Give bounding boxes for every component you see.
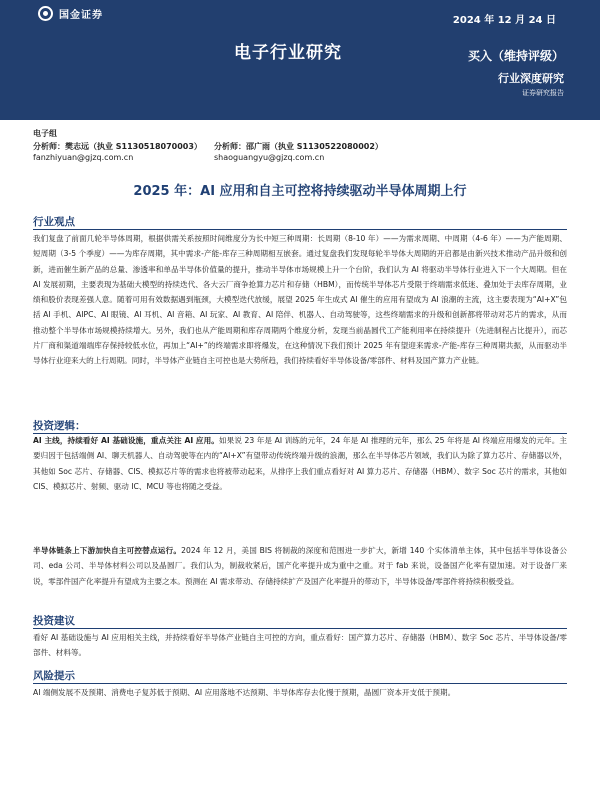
analyst-1-email[interactable]: fanzhiyuan@gjzq.com.cn bbox=[33, 153, 134, 162]
industry-view-text: 我们复盘了前面几轮半导体周期，根据供需关系按照时间维度分为长中短三种周期：长周期（8-10 年）——为需求周期、中周期（4-6 年）——为产能周期、短周期（3-5 个季度）——为库存周期，其中需求-产能-库存三种周期相互嵌套。通过复盘我们发现每轮半导体大周期的开启都是由新兴技术推动产品升级和创新，进而催生新产品的总量、渗透率和单品半导体价值量的提升，推动半导体市场规模上升一个台阶，我们认为 AI 将驱动半导体行业进入下一个大周期。但在 AI 发展初期，主要表现为基础大模型的持续迭代、各大云厂商争抢算力芯片和存储（HBM），而传统半导体芯片受限于终端需求低迷、叠加处于去库存周期，业绩和股价表现差强人意。随着可用有效数据遇到瓶颈，大模型迭代放缓，展望 2025 年生成式 AI 催生的应用有望成为 AI 浪潮的主流，这主要表现为“AI+X”包括 AI 手机、AIPC、AI 眼镜、AI 耳机、AI 音箱、AI 玩家、AI 教育、AI 陪伴、机器人、自动驾驶等，这些终端需求的升级和创新都将带动对芯片的需求，从而推动整个半导体市场规模持续增大。另外，我们也从产能周期和库存周期两个维度分析，发现当前晶圆代工产能利用率在持续提升（先进制程占比提升），而芯片厂商和渠道端端库存保持较低水位，再加上“AI+”的终端需求即将爆发，在这种情况下我们预计 2025 年有望迎来需求-产能-库存三种周期共振，从而驱动半导体行业迎来大的上行周期。同时，半导体产业链自主可控也是大势所趋，我们持续看好半导体设备/零部件、材料及国产算力产业链。 bbox=[33, 234, 567, 366]
logo-text: 国金证券 bbox=[59, 10, 103, 21]
risk-text: AI 端侧发展不及预期、消费电子复苏低于预期、AI 应用落地不达预期、半导体库存去化慢于预期，晶圆厂资本开支低于预期。 bbox=[33, 688, 456, 697]
section-divider bbox=[33, 628, 567, 629]
rating: 买入（维持评级） bbox=[467, 49, 564, 63]
logo-icon bbox=[38, 6, 53, 21]
team-name: 电子组 bbox=[33, 129, 57, 138]
report-subtype: 证券研究报告 bbox=[522, 89, 564, 97]
investment-logic-ai-text: 如果说 23 年是 AI 训练的元年，24 年是 AI 推理的元年，那么 25 年将是 AI 终端应用爆发的元年。主要归因于包括端侧 AI、聊天机器人、自动驾驶等在内的“AI+X”有望带动传统终端升级的浪潮，那么在半导体芯片领域，我们认为除了算力芯片、存储器以外，其他如 Soc 芯片、存储器、CIS、模拟芯片等的需求也将被带动起来，从排序上我们重点看好对 AI 算力芯片、存储器（HBM）、数字 Soc 芯片的需求，其他如 CIS、模拟芯片、射频、驱动 IC、MCU 等也将随之受益。 bbox=[33, 436, 568, 491]
report-type: 行业深度研究 bbox=[498, 72, 564, 85]
section-heading-risk: 风险提示 bbox=[33, 670, 75, 682]
analyst-2-email[interactable]: shaoguangyu@gjzq.com.cn bbox=[214, 153, 325, 162]
analyst-1: 分析师：樊志远（执业 S1130518070003） bbox=[33, 142, 202, 151]
analyst-2: 分析师：邵广雨（执业 S1130522080002） bbox=[214, 142, 383, 151]
section-divider bbox=[33, 229, 567, 230]
investment-logic-domestic-lead: 半导体链条上下游加快自主可控替点运行。 bbox=[33, 546, 182, 555]
brand-logo bbox=[38, 6, 103, 21]
investment-logic-domestic bbox=[33, 543, 567, 589]
report-header bbox=[0, 0, 600, 120]
report-date: 2024 年 12 月 24 日 bbox=[452, 15, 556, 26]
recommendation-text: 看好 AI 基础设施与 AI 应用相关主线，并持续看好半导体产业链自主可控的方向，重点看好：国产算力芯片、存储器（HBM）、数字 Soc 芯片、半导体设备/零部件、材料等。 bbox=[33, 633, 567, 658]
report-title: 电子行业研究 bbox=[234, 43, 342, 63]
section-heading-industry-view: 行业观点 bbox=[33, 216, 75, 228]
section-heading-recommendation: 投资建议 bbox=[33, 615, 75, 627]
investment-logic-ai bbox=[33, 433, 567, 494]
investment-logic-ai-lead: AI 主线，持续看好 AI 基础设施，重点关注 AI 应用。 bbox=[33, 436, 219, 445]
investment-logic-domestic-text: 2024 年 12 月，美国 BIS 将制裁的深度和范围进一步扩大，新增 140 个实体清单主体，其中包括半导体设备公司、eda 公司、半导体材料公司以及晶圆厂。我们认为，制裁收紧后，国产化率提升成为重中之重。对于 fab 来说，设备国产化率有望加速。对于设备厂来说，零部件国产化率提升有望成为主要之本。预测在 AI 需求带动、存储持续扩产及国产化率提升的带动下，半导体设备/零部件将持续积极受益。 bbox=[33, 546, 567, 586]
section-heading-investment-logic: 投资逻辑： bbox=[33, 420, 86, 432]
section-divider bbox=[33, 683, 567, 684]
main-title: 2025 年：AI 应用和自主可控将持续驱动半导体周期上行 bbox=[133, 184, 467, 199]
